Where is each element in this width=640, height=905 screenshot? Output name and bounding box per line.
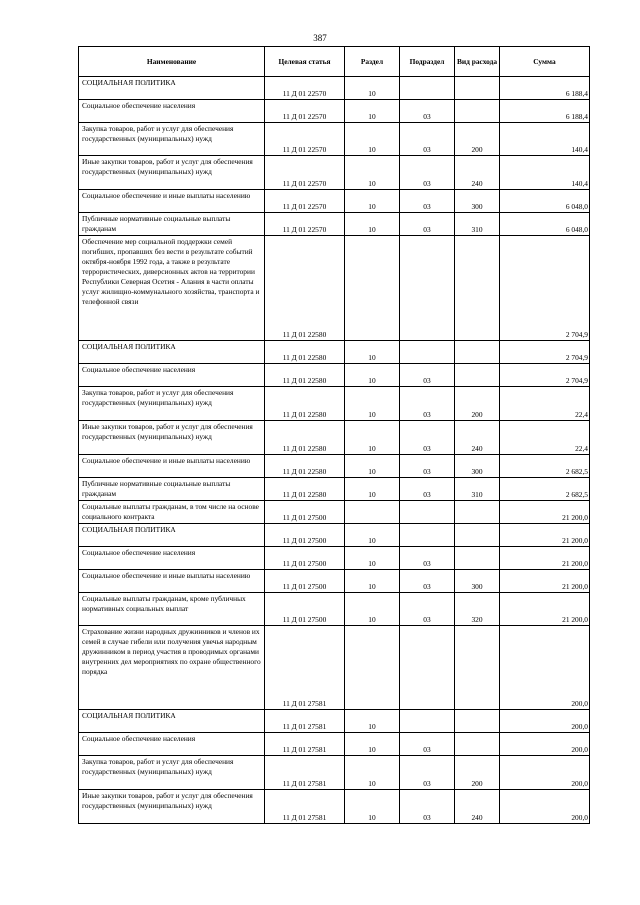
cell-section: 10 bbox=[345, 710, 400, 733]
cell-target: 11 Д 01 27581 bbox=[265, 756, 345, 790]
cell-section: 10 bbox=[345, 341, 400, 364]
cell-subsection: 03 bbox=[400, 156, 455, 190]
table-row bbox=[79, 733, 590, 756]
cell-expense-type: 300 bbox=[455, 455, 500, 478]
cell-section: 10 bbox=[345, 213, 400, 236]
cell-name: Публичные нормативные социальные выплаты гражданам bbox=[79, 478, 265, 501]
table-row bbox=[79, 570, 590, 593]
table-row bbox=[79, 190, 590, 213]
cell-section: 10 bbox=[345, 756, 400, 790]
cell-subsection bbox=[400, 77, 455, 100]
cell-name: Социальное обеспечение населения bbox=[79, 733, 265, 756]
cell-target: 11 Д 01 22580 bbox=[265, 341, 345, 364]
cell-section bbox=[345, 236, 400, 341]
cell-expense-type: 320 bbox=[455, 593, 500, 626]
cell-section: 10 bbox=[345, 156, 400, 190]
cell-sum: 21 200,0 bbox=[500, 501, 590, 524]
cell-section: 10 bbox=[345, 100, 400, 123]
cell-name: Закупка товаров, работ и услуг для обеспечения государственных (муниципальных) нужд bbox=[79, 123, 265, 156]
table-row bbox=[79, 77, 590, 100]
cell-name: Иные закупки товаров, работ и услуг для обеспечения государственных (муниципальных) нужд bbox=[79, 790, 265, 824]
cell-target: 11 Д 01 22570 bbox=[265, 123, 345, 156]
table-body bbox=[79, 77, 590, 824]
cell-subsection: 03 bbox=[400, 213, 455, 236]
cell-expense-type: 240 bbox=[455, 421, 500, 455]
cell-expense-type bbox=[455, 364, 500, 387]
cell-expense-type: 300 bbox=[455, 190, 500, 213]
table-row bbox=[79, 421, 590, 455]
cell-subsection: 03 bbox=[400, 733, 455, 756]
cell-target: 11 Д 01 22580 bbox=[265, 236, 345, 341]
cell-sum: 6 048,0 bbox=[500, 190, 590, 213]
header-sum: Сумма bbox=[500, 47, 590, 77]
cell-subsection: 03 bbox=[400, 190, 455, 213]
cell-sum: 200,0 bbox=[500, 790, 590, 824]
cell-name: Социальное обеспечение и иные выплаты населению bbox=[79, 190, 265, 213]
cell-sum: 2 704,9 bbox=[500, 364, 590, 387]
cell-subsection: 03 bbox=[400, 455, 455, 478]
table-row bbox=[79, 213, 590, 236]
budget-table bbox=[78, 46, 590, 824]
cell-subsection bbox=[400, 341, 455, 364]
page-number: 387 bbox=[313, 33, 327, 43]
cell-subsection: 03 bbox=[400, 790, 455, 824]
cell-sum: 2 704,9 bbox=[500, 236, 590, 341]
cell-sum: 21 200,0 bbox=[500, 593, 590, 626]
cell-name: СОЦИАЛЬНАЯ ПОЛИТИКА bbox=[79, 341, 265, 364]
cell-target: 11 Д 01 27581 bbox=[265, 733, 345, 756]
cell-section: 10 bbox=[345, 364, 400, 387]
cell-expense-type: 310 bbox=[455, 213, 500, 236]
cell-expense-type bbox=[455, 100, 500, 123]
cell-target: 11 Д 01 22580 bbox=[265, 364, 345, 387]
cell-sum: 2 682,5 bbox=[500, 478, 590, 501]
cell-target: 11 Д 01 27581 bbox=[265, 790, 345, 824]
table-row bbox=[79, 547, 590, 570]
table-row bbox=[79, 790, 590, 824]
cell-name: Обеспечение мер социальной поддержки семей погибших, пропавших без вести в результате событий октября-ноября 1992 года, а также в результате террористических, диверсионных актов на территории Республики Северная Осетия - Алания в части оплаты услуг жилищно-коммунального хозяйства, транспорта и телефонной связи bbox=[79, 236, 265, 341]
cell-expense-type bbox=[455, 733, 500, 756]
cell-subsection bbox=[400, 501, 455, 524]
cell-sum: 200,0 bbox=[500, 710, 590, 733]
cell-section: 10 bbox=[345, 593, 400, 626]
cell-sum: 6 188,4 bbox=[500, 100, 590, 123]
table-row bbox=[79, 364, 590, 387]
cell-section: 10 bbox=[345, 478, 400, 501]
cell-subsection: 03 bbox=[400, 756, 455, 790]
cell-expense-type: 200 bbox=[455, 387, 500, 421]
cell-expense-type: 300 bbox=[455, 570, 500, 593]
table-row bbox=[79, 123, 590, 156]
cell-expense-type: 240 bbox=[455, 156, 500, 190]
cell-expense-type bbox=[455, 341, 500, 364]
header-row bbox=[79, 47, 590, 77]
cell-expense-type: 240 bbox=[455, 790, 500, 824]
cell-subsection: 03 bbox=[400, 421, 455, 455]
cell-target: 11 Д 01 27500 bbox=[265, 570, 345, 593]
cell-section: 10 bbox=[345, 570, 400, 593]
cell-sum: 6 188,4 bbox=[500, 77, 590, 100]
cell-expense-type bbox=[455, 626, 500, 710]
cell-sum: 200,0 bbox=[500, 733, 590, 756]
cell-target: 11 Д 01 22570 bbox=[265, 213, 345, 236]
cell-sum: 6 048,0 bbox=[500, 213, 590, 236]
cell-subsection bbox=[400, 626, 455, 710]
cell-sum: 140,4 bbox=[500, 156, 590, 190]
cell-name: Социальное обеспечение и иные выплаты населению bbox=[79, 455, 265, 478]
cell-expense-type: 310 bbox=[455, 478, 500, 501]
header-section: Раздел bbox=[345, 47, 400, 77]
cell-target: 11 Д 01 27500 bbox=[265, 501, 345, 524]
cell-target: 11 Д 01 22580 bbox=[265, 478, 345, 501]
table-row bbox=[79, 455, 590, 478]
cell-subsection bbox=[400, 236, 455, 341]
cell-sum: 22,4 bbox=[500, 387, 590, 421]
cell-target: 11 Д 01 22580 bbox=[265, 455, 345, 478]
table-row bbox=[79, 626, 590, 710]
cell-sum: 21 200,0 bbox=[500, 524, 590, 547]
header-target: Целевая статья bbox=[265, 47, 345, 77]
cell-expense-type: 200 bbox=[455, 123, 500, 156]
cell-name: Страхование жизни народных дружинников и членов их семей в случае гибели или получения увечья народным дружинником в период участия в проводимых органами внутренних дел мероприятиях по охране общественного порядка bbox=[79, 626, 265, 710]
cell-target: 11 Д 01 22570 bbox=[265, 156, 345, 190]
cell-subsection: 03 bbox=[400, 100, 455, 123]
table-row bbox=[79, 156, 590, 190]
cell-name: Социальное обеспечение населения bbox=[79, 100, 265, 123]
header-subsection: Подраздел bbox=[400, 47, 455, 77]
table-row bbox=[79, 387, 590, 421]
cell-sum: 21 200,0 bbox=[500, 570, 590, 593]
cell-target: 11 Д 01 22570 bbox=[265, 190, 345, 213]
cell-name: СОЦИАЛЬНАЯ ПОЛИТИКА bbox=[79, 710, 265, 733]
cell-expense-type bbox=[455, 236, 500, 341]
cell-name: СОЦИАЛЬНАЯ ПОЛИТИКА bbox=[79, 77, 265, 100]
cell-sum: 200,0 bbox=[500, 756, 590, 790]
cell-section: 10 bbox=[345, 190, 400, 213]
cell-expense-type bbox=[455, 547, 500, 570]
cell-expense-type bbox=[455, 710, 500, 733]
cell-subsection: 03 bbox=[400, 547, 455, 570]
table-row bbox=[79, 501, 590, 524]
cell-section: 10 bbox=[345, 524, 400, 547]
header-expense-type: Вид расхода bbox=[455, 47, 500, 77]
table-row bbox=[79, 236, 590, 341]
table-row bbox=[79, 593, 590, 626]
table-row bbox=[79, 756, 590, 790]
cell-name: Иные закупки товаров, работ и услуг для обеспечения государственных (муниципальных) нужд bbox=[79, 421, 265, 455]
cell-subsection: 03 bbox=[400, 478, 455, 501]
cell-section bbox=[345, 626, 400, 710]
cell-section: 10 bbox=[345, 387, 400, 421]
cell-target: 11 Д 01 27500 bbox=[265, 547, 345, 570]
cell-subsection: 03 bbox=[400, 387, 455, 421]
cell-subsection: 03 bbox=[400, 123, 455, 156]
cell-subsection: 03 bbox=[400, 593, 455, 626]
table-row bbox=[79, 710, 590, 733]
cell-section: 10 bbox=[345, 421, 400, 455]
cell-section: 10 bbox=[345, 123, 400, 156]
cell-section: 10 bbox=[345, 455, 400, 478]
cell-target: 11 Д 01 22580 bbox=[265, 421, 345, 455]
cell-section: 10 bbox=[345, 733, 400, 756]
cell-section: 10 bbox=[345, 790, 400, 824]
cell-name: Социальное обеспечение населения bbox=[79, 547, 265, 570]
cell-name: СОЦИАЛЬНАЯ ПОЛИТИКА bbox=[79, 524, 265, 547]
cell-subsection bbox=[400, 524, 455, 547]
cell-expense-type: 200 bbox=[455, 756, 500, 790]
cell-name: Иные закупки товаров, работ и услуг для обеспечения государственных (муниципальных) нужд bbox=[79, 156, 265, 190]
cell-subsection bbox=[400, 710, 455, 733]
cell-subsection: 03 bbox=[400, 570, 455, 593]
cell-target: 11 Д 01 22570 bbox=[265, 100, 345, 123]
cell-target: 11 Д 01 27581 bbox=[265, 626, 345, 710]
cell-target: 11 Д 01 22570 bbox=[265, 77, 345, 100]
cell-expense-type bbox=[455, 501, 500, 524]
cell-name: Социальные выплаты гражданам, кроме публичных нормативных социальных выплат bbox=[79, 593, 265, 626]
cell-section bbox=[345, 501, 400, 524]
cell-name: Социальное обеспечение и иные выплаты населению bbox=[79, 570, 265, 593]
cell-name: Публичные нормативные социальные выплаты гражданам bbox=[79, 213, 265, 236]
cell-subsection: 03 bbox=[400, 364, 455, 387]
cell-target: 11 Д 01 27500 bbox=[265, 593, 345, 626]
cell-sum: 22,4 bbox=[500, 421, 590, 455]
cell-expense-type bbox=[455, 77, 500, 100]
table-header bbox=[79, 47, 590, 77]
cell-expense-type bbox=[455, 524, 500, 547]
table-row bbox=[79, 524, 590, 547]
cell-name: Социальные выплаты гражданам, в том числе на основе социального контракта bbox=[79, 501, 265, 524]
cell-sum: 200,0 bbox=[500, 626, 590, 710]
cell-sum: 2 704,9 bbox=[500, 341, 590, 364]
cell-section: 10 bbox=[345, 77, 400, 100]
cell-name: Социальное обеспечение населения bbox=[79, 364, 265, 387]
table-row bbox=[79, 100, 590, 123]
header-name: Наименование bbox=[79, 47, 265, 77]
cell-target: 11 Д 01 22580 bbox=[265, 387, 345, 421]
cell-sum: 2 682,5 bbox=[500, 455, 590, 478]
cell-target: 11 Д 01 27581 bbox=[265, 710, 345, 733]
cell-target: 11 Д 01 27500 bbox=[265, 524, 345, 547]
cell-section: 10 bbox=[345, 547, 400, 570]
cell-sum: 140,4 bbox=[500, 123, 590, 156]
table-row bbox=[79, 341, 590, 364]
table-row bbox=[79, 478, 590, 501]
cell-sum: 21 200,0 bbox=[500, 547, 590, 570]
cell-name: Закупка товаров, работ и услуг для обеспечения государственных (муниципальных) нужд bbox=[79, 756, 265, 790]
cell-name: Закупка товаров, работ и услуг для обеспечения государственных (муниципальных) нужд bbox=[79, 387, 265, 421]
